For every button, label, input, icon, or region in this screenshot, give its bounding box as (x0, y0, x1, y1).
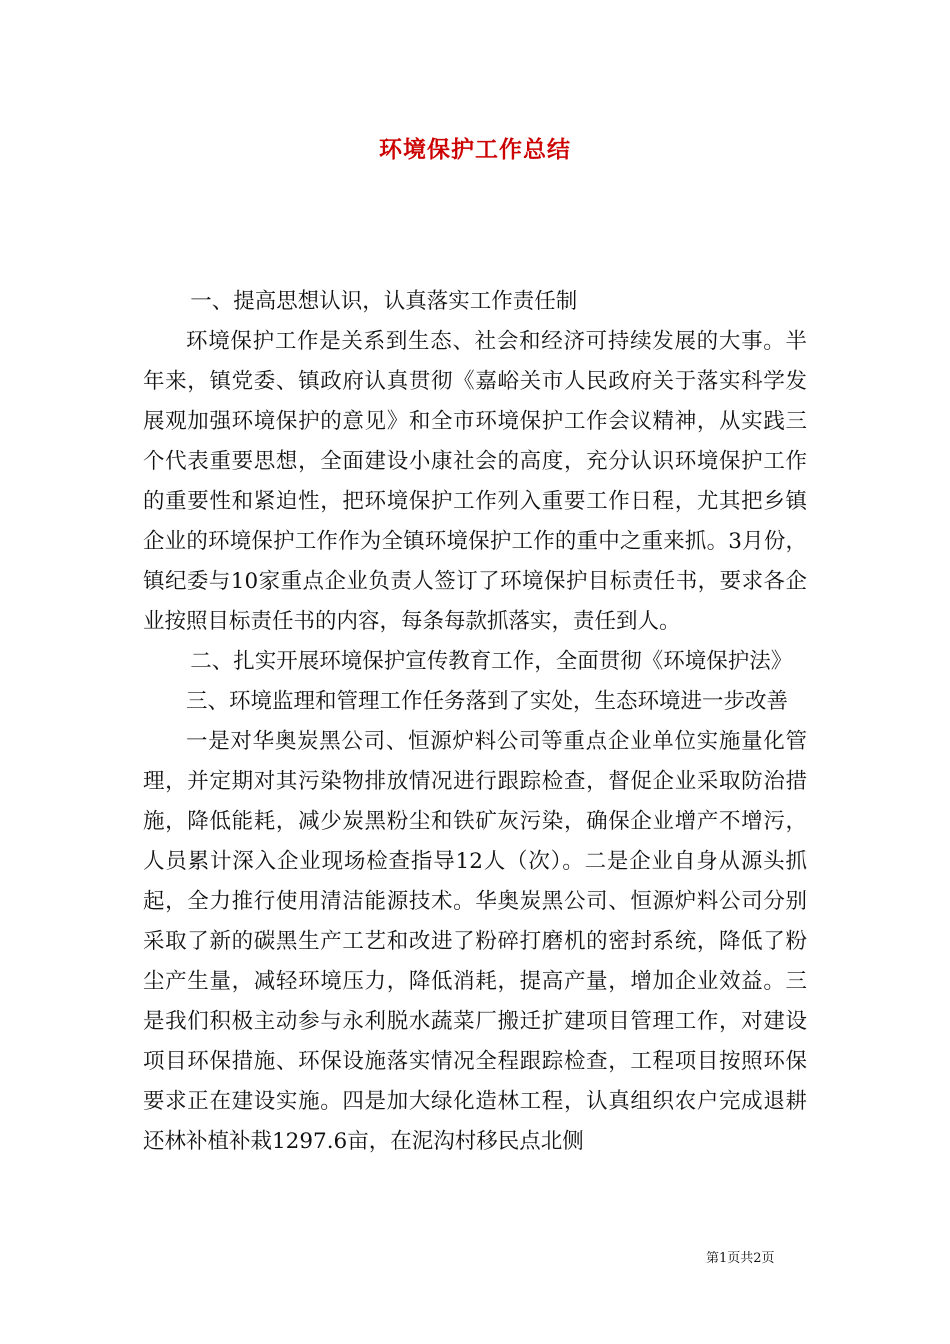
section-heading-2: 二、扎实开展环境保护宣传教育工作，全面贯彻《环境保护法》 (190, 649, 793, 674)
section-heading-1: 一、提高思想认识，认真落实工作责任制 (190, 289, 578, 314)
page-number-footer: 第1页共2页 (706, 1251, 775, 1266)
body-paragraph-2: 一是对华奥炭黑公司、恒源炉料公司等重点企业单位实施量化管理，并定期对其污染物排放情况进行跟踪检查，督促企业采取防治措施，降低能耗，减少炭黑粉尘和铁矿灰污染，确保企业增产不增污，人员累计深入企业现场检查指导12人（次）。二是企业自身从源头抓起，全力推行使用清洁能源技术。华奥炭黑公司、恒源炉料公司分别采取了新的碳黑生产工艺和改进了粉碎打磨机的密封系统，降低了粉尘产生量，减轻环境压力，降低消耗，提高产量，增加企业效益。三是我们积极主动参与永利脱水蔬菜厂搬迁扩建项目管理工作，对建设项目环保措施、环保设施落实情况全程跟踪检查，工程项目按照环保要求正在建设实施。四是加大绿化造林工程，认真组织农户完成退耕还林补植补栽1297.6亩，在泥沟村移民点北侧 (143, 729, 807, 1154)
document-body (143, 282, 807, 1162)
section-heading-3: 三、环境监理和管理工作任务落到了实处，生态环境进一步改善 (186, 689, 789, 714)
document-title: 环境保护工作总结 (379, 136, 571, 163)
body-paragraph-1: 环境保护工作是关系到生态、社会和经济可持续发展的大事。半年来，镇党委、镇政府认真贯彻《嘉峪关市人民政府关于落实科学发展观加强环境保护的意见》和全市环境保护工作会议精神，从实践三个代表重要思想，全面建设小康社会的高度，充分认识环境保护工作的重要性和紧迫性，把环境保护工作列入重要工作日程，尤其把乡镇企业的环境保护工作作为全镇环境保护工作的重中之重来抓。3月份，镇纪委与10家重点企业负责人签订了环境保护目标责任书，要求各企业按照目标责任书的内容，每条每款抓落实，责任到人。 (143, 329, 807, 634)
